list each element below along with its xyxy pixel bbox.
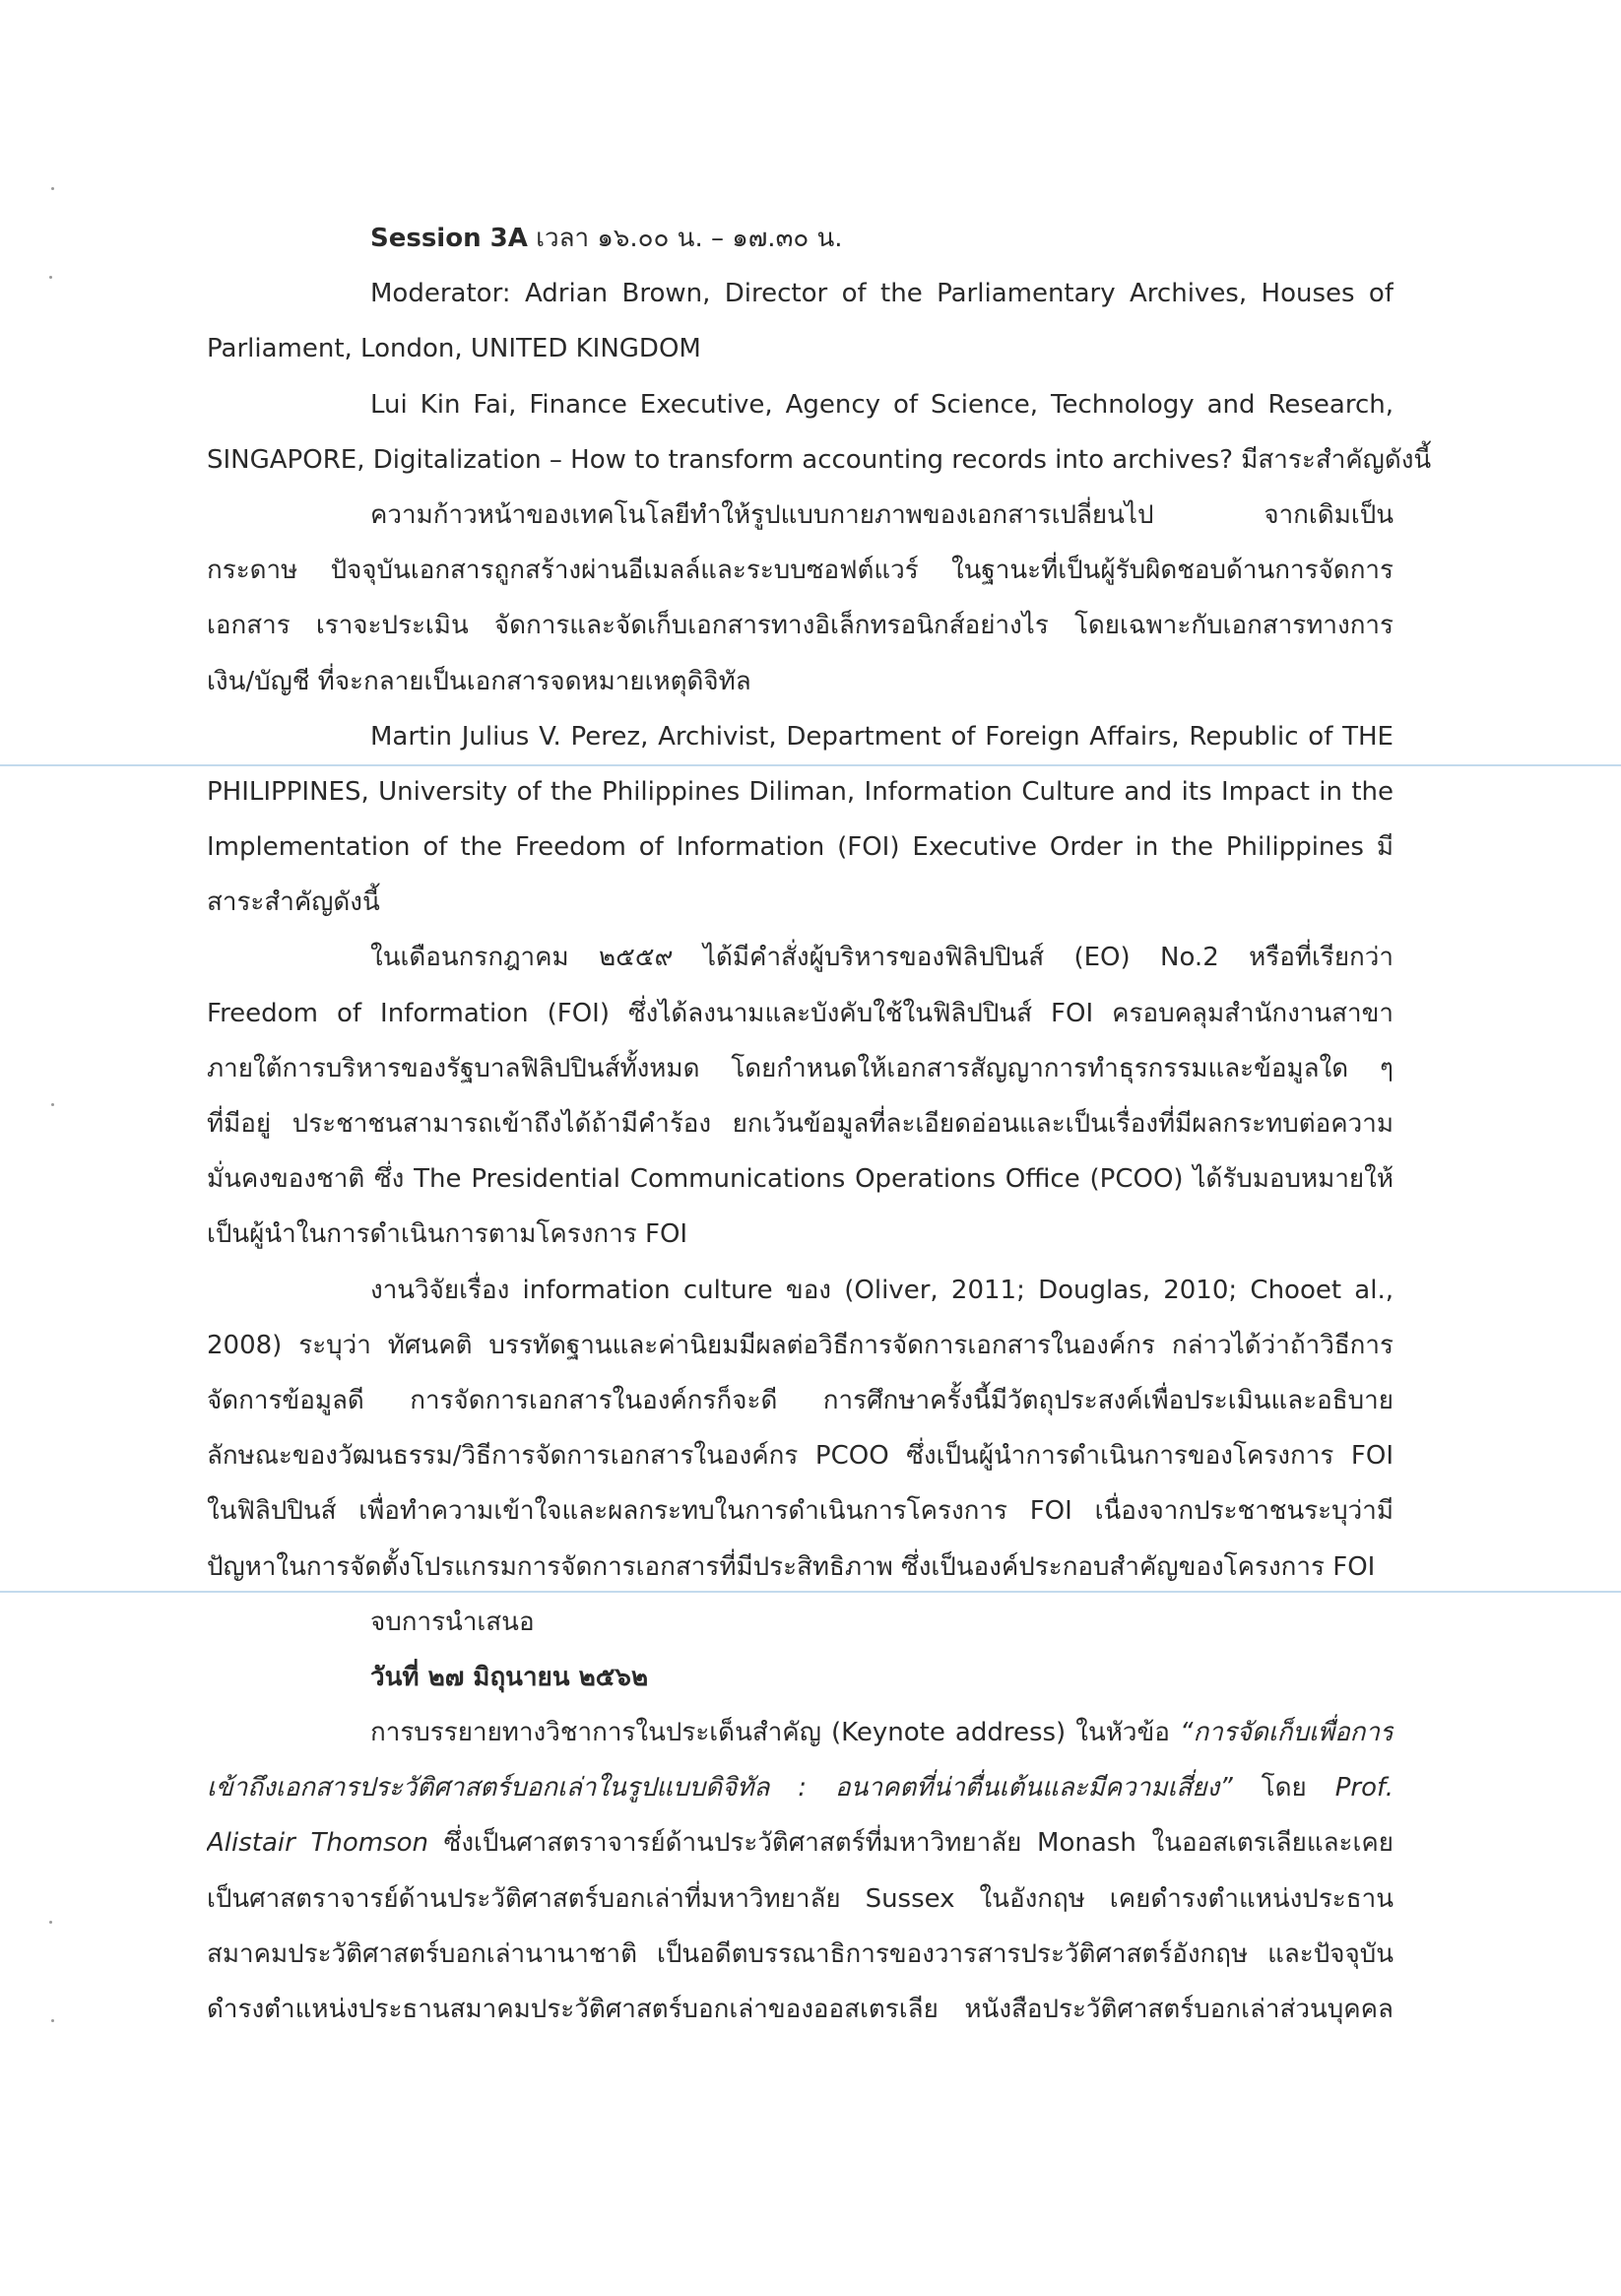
text-line xyxy=(207,654,1394,709)
text-line xyxy=(207,1927,1394,1982)
text-segment: Martin Julius V. Perez, Archivist, Department of Foreign Affairs, Republic of THE xyxy=(370,721,1394,752)
text-segment: ซึ่งเป็นศาสตราจารย์ด้านประวัติศาสตร์ที่มหาวิทยาลัย Monash ในออสเตรเลียและเคย xyxy=(428,1828,1394,1859)
text-segment: Moderator: Adrian Brown, Director of the Parliamentary Archives, Houses of xyxy=(370,279,1394,309)
text-segment: ปัญหาในการจัดตั้งโปรแกรมการจัดการเอกสารที่มีประสิทธิภาพ ซึ่งเป็นองค์ประกอบสำคัญของโครงการ FOI xyxy=(207,1551,1376,1582)
text-segment: งานวิจัยเรื่อง information culture ของ (Oliver, 2011; Douglas, 2010; Chooet al., xyxy=(370,1275,1394,1305)
text-line xyxy=(207,986,1394,1041)
scan-speck xyxy=(51,1103,54,1106)
scan-speck xyxy=(49,276,52,279)
text-line xyxy=(207,764,1394,820)
text-line xyxy=(207,1595,1394,1650)
text-segment: Freedom of Information (FOI) ซึ่งได้ลงนามและบังคับใช้ในฟิลิปปินส์ FOI ครอบคลุมสำนักงานสาขา xyxy=(207,998,1394,1028)
text-line xyxy=(207,1705,1394,1760)
text-segment: 2008) ระบุว่า ทัศนคติ บรรทัดฐานและค่านิยมมีผลต่อวิธีการจัดการเอกสารในองค์กร กล่าวได้ว่าถ้าวิธีการ xyxy=(207,1330,1394,1360)
italic-text: Alistair Thomson xyxy=(207,1828,429,1859)
text-line xyxy=(207,1041,1394,1096)
text-segment: ในเดือนกรกฎาคม ๒๕๕๙ ได้มีคำสั่งผู้บริหารของฟิลิปปินส์ (EO) No.2 หรือที่เรียกว่า xyxy=(370,943,1394,973)
text-segment: โดย xyxy=(1232,1773,1335,1804)
text-segment: ความก้าวหน้าของเทคโนโลยีทำให้รูปแบบกายภาพของเอกสารเปลี่ยนไป จากเดิมเป็น xyxy=(370,499,1394,530)
text-segment: Implementation of the Freedom of Information (FOI) Executive Order in the Philippines มี xyxy=(207,832,1394,863)
text-segment: Lui Kin Fai, Finance Executive, Agency of Science, Technology and Research, xyxy=(370,389,1394,420)
text-segment: เป็นศาสตราจารย์ด้านประวัติศาสตร์บอกเล่าที่มหาวิทยาลัย Sussex ในอังกฤษ เคยดำรงตำแหน่งประธาน xyxy=(207,1883,1394,1914)
text-segment: จัดการข้อมูลดี การจัดการเอกสารในองค์กรก็จะดี การศึกษาครั้งนี้มีวัตถุประสงค์เพื่อประเมินและอธิบาย xyxy=(207,1385,1394,1415)
text-segment: PHILIPPINES, University of the Philippines Diliman, Information Culture and its Impact in the xyxy=(207,776,1394,807)
text-segment: ในฟิลิปปินส์ เพื่อทำความเข้าใจและผลกระทบในการดำเนินการโครงการ FOI เนื่องจากประชาชนระบุว่ามี xyxy=(207,1496,1394,1527)
text-segment: ดำรงตำแหน่งประธานสมาคมประวัติศาสตร์บอกเล่าของออสเตรเลีย หนังสือประวัติศาสตร์บอกเล่าส่วนบุคคล xyxy=(207,1995,1394,2024)
text-segment: มั่นคงของชาติ ซึ่ง The Presidential Communications Operations Office (PCOO) ได้รับมอบหมายให้ xyxy=(207,1164,1394,1195)
text-line xyxy=(207,1483,1394,1539)
text-segment: สมาคมประวัติศาสตร์บอกเล่านานาชาติ เป็นอดีตบรรณาธิการของวารสารประวัติศาสตร์อังกฤษ และปัจจุบัน xyxy=(207,1938,1394,1969)
text-line xyxy=(207,598,1394,653)
text-line xyxy=(207,377,1394,432)
italic-text: “การจัดเก็บเพื่อการ xyxy=(1180,1718,1394,1748)
text-line xyxy=(207,1096,1394,1151)
italic-text: เข้าถึงเอกสารประวัติศาสตร์บอกเล่าในรูปแบบดิจิทัล : อนาคตที่น่าตื่นเต้นและมีความเสี่ยง” xyxy=(207,1773,1233,1804)
text-segment: Parliament, London, UNITED KINGDOM xyxy=(207,334,701,364)
text-line xyxy=(207,211,1394,266)
text-segment: การบรรยายทางวิชาการในประเด็นสำคัญ (Keynote address) ในหัวข้อ xyxy=(370,1718,1181,1748)
scan-speck xyxy=(49,1921,52,1924)
text-line xyxy=(207,321,1394,376)
text-line xyxy=(207,266,1394,321)
text-segment: จบการนำเสนอ xyxy=(370,1607,535,1637)
text-segment: เป็นผู้นำในการดำเนินการตามโครงการ FOI xyxy=(207,1219,688,1250)
text-line xyxy=(207,1428,1394,1483)
text-line xyxy=(207,1151,1394,1207)
text-line xyxy=(207,1815,1394,1870)
text-line xyxy=(207,1540,1394,1595)
text-segment: สาระสำคัญดังนี้ xyxy=(207,887,380,918)
bold-text: วันที่ ๒๗ มิถุนายน ๒๕๖๒ xyxy=(370,1662,649,1692)
text-segment: ที่มีอยู่ ประชาชนสามารถเข้าถึงได้ถ้ามีคำร้อง ยกเว้นข้อมูลที่ละเอียดอ่อนและเป็นเรื่องที่มีผลกระทบต่อความ xyxy=(207,1109,1394,1139)
bold-text: Session 3A xyxy=(370,224,528,253)
scan-speck xyxy=(51,2019,54,2022)
text-segment: ลักษณะของวัฒนธรรม/วิธีการจัดการเอกสารในองค์กร PCOO ซึ่งเป็นผู้นำการดำเนินการของโครงการ FOI xyxy=(207,1441,1394,1472)
text-segment: SINGAPORE, Digitalization – How to transform accounting records into archives? มีสาระสำคัญดังนี้ xyxy=(207,444,1432,475)
text-line xyxy=(207,488,1394,543)
text-line xyxy=(207,820,1394,875)
text-line xyxy=(207,875,1394,930)
text-line xyxy=(207,1373,1394,1428)
text-segment: เอกสาร เราจะประเมิน จัดการและจัดเก็บเอกสารทางอิเล็กทรอนิกส์อย่างไร โดยเฉพาะกับเอกสารทางการ xyxy=(207,611,1394,641)
text-line xyxy=(207,709,1394,764)
text-segment: เงิน/บัญชี ที่จะกลายเป็นเอกสารจดหมายเหตุดิจิทัล xyxy=(207,666,751,696)
text-line xyxy=(207,1760,1394,1815)
text-line xyxy=(207,543,1394,598)
text-line xyxy=(207,1871,1394,1927)
text-line xyxy=(207,432,1432,488)
italic-text: Prof. xyxy=(1334,1773,1394,1804)
text-line xyxy=(207,1982,1394,2037)
text-line xyxy=(207,1207,1394,1262)
text-segment: กระดาษ ปัจจุบันเอกสารถูกสร้างผ่านอีเมลล์และระบบซอฟต์แวร์ ในฐานะที่เป็นผู้รับผิดชอบด้านการจัดการ xyxy=(207,556,1394,586)
text-segment: เวลา ๑๖.๐๐ น. – ๑๗.๓๐ น. xyxy=(527,224,843,253)
scan-speck xyxy=(51,187,54,190)
text-segment: ภายใต้การบริหารของรัฐบาลฟิลิปปินส์ทั้งหมด โดยกำหนดให้เอกสารสัญญาการทำธุรกรรมและข้อมูลใด ๆ xyxy=(207,1053,1394,1083)
text-line xyxy=(207,1263,1394,1318)
text-line xyxy=(207,1650,1394,1705)
text-line xyxy=(207,1318,1394,1373)
text-line xyxy=(207,930,1394,985)
document-body xyxy=(207,211,1432,2037)
